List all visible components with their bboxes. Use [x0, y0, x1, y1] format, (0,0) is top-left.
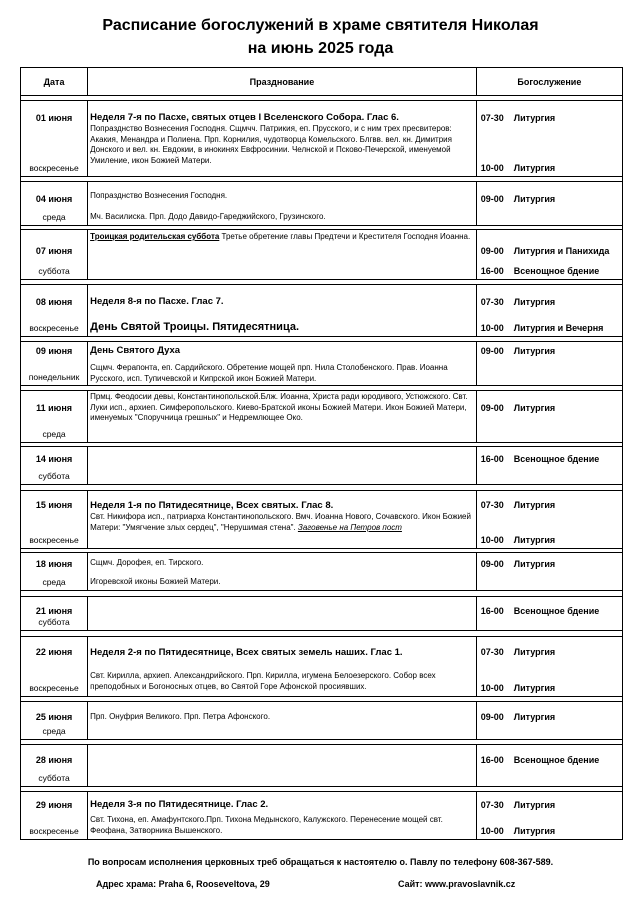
row-feast-title: Неделя 1-я по Пятидесятнице, Всех святых. Глас 8.	[90, 500, 334, 511]
service-item: 10-00 Литургия	[480, 683, 556, 693]
row-weekday: суббота	[38, 471, 70, 481]
service-item: 16-00 Всенощное бдение	[480, 454, 600, 464]
row-feast-text: Сщмч. Ферапонта, еп. Сардийского. Обретение мощей прп. Нила Столобенского. Прав. Иоанна Русского, исп. Тупичевской и Кипрской икон Божией Матери.	[90, 363, 448, 383]
service-item: 07-30 Литургия	[480, 113, 556, 123]
table-row	[21, 447, 623, 485]
row-feast-text: Попразднство Вознесения Господня.	[90, 191, 228, 200]
row-feast-title: Неделя 7-я по Пасхе, святых отцев I Вселенского Собора. Глас 6.	[90, 112, 399, 123]
fast-note-link[interactable]: Заговенье на Петров пост	[297, 522, 402, 532]
service-item: 09-00 Литургия	[480, 346, 556, 356]
row-feast-highlight: День Святой Троицы. Пятидесятница.	[90, 321, 300, 333]
table-row	[21, 391, 623, 443]
row-weekday: среда	[42, 429, 66, 439]
row-weekday: воскресенье	[29, 163, 79, 173]
service-item: 09-00 Литургия	[480, 194, 556, 204]
row-feast-title: Неделя 8-я по Пасхе. Глас 7.	[90, 296, 224, 307]
row-feast-text: Свт. Кирилла, архиеп. Александрийского. Прп. Кирилла, игумена Белоезерского. Собор всех преподобных и Богоносных отцев, во Святой Горе Афонской просиявших.	[90, 671, 436, 691]
row-date: 14 июня	[35, 454, 73, 464]
row-feast-text: Прмц. Феодосии девы, Константинопольской.Блж. Иоанна, Христа ради юродивого, Устюжского. Свт. Луки исп., архиеп. Симферопольского. Киево-Братской иконы Божией Матери. Икон Божией Матери, именуемых "Споручница грешных" и Недремлющее Око.	[90, 392, 468, 422]
header-date: Дата	[21, 68, 88, 96]
table-row	[21, 101, 623, 177]
row-date: 21 июня	[35, 606, 73, 616]
row-feast-text-2: Игоревской иконы Божией Матери.	[90, 576, 221, 586]
table-row	[21, 637, 623, 697]
service-item: 09-00 Литургия и Панихида	[480, 246, 610, 256]
footer-contact: По вопросам исполнения церковных треб обращаться к настоятелю о. Павлу по телефону 608-367-589.	[87, 857, 554, 867]
row-weekday: суббота	[38, 773, 70, 783]
row-date: 22 июня	[35, 647, 73, 657]
service-item: 10-00 Литургия	[480, 535, 556, 545]
row-date: 08 июня	[35, 297, 73, 307]
row-weekday: среда	[42, 577, 66, 587]
footer-website[interactable]: Сайт: www.pravoslavnik.cz	[398, 879, 516, 889]
row-date: 29 июня	[35, 800, 73, 810]
row-weekday: воскресенье	[29, 323, 79, 333]
row-weekday: воскресенье	[29, 826, 79, 836]
row-date: 07 июня	[35, 246, 73, 256]
row-weekday: суббота	[38, 266, 70, 276]
table-row	[21, 553, 623, 591]
row-weekday: понедельник	[28, 372, 80, 382]
row-feast-text-2: Мч. Василиска. Прп. Додо Давидо-Гареджийского, Грузинского.	[90, 211, 326, 221]
service-item: 07-30 Литургия	[480, 500, 556, 510]
table-row	[21, 285, 623, 337]
table-row	[21, 597, 623, 631]
header-feast: Празднование	[88, 68, 477, 96]
service-item: 16-00 Всенощное бдение	[480, 606, 600, 616]
service-item: 10-00 Литургия	[480, 163, 556, 173]
table-header-row	[21, 68, 623, 96]
service-item: 10-00 Литургия и Вечерня	[480, 323, 604, 333]
service-item: 16-00 Всенощное бдение	[480, 755, 600, 765]
service-item: 07-30 Литургия	[480, 647, 556, 657]
row-date: 11 июня	[36, 403, 73, 413]
footer-address: Адрес храма: Praha 6, Rooseveltova, 29	[96, 879, 270, 889]
service-item: 07-30 Литургия	[480, 800, 556, 810]
row-feast-text: Прп. Онуфрия Великого. Прп. Петра Афонского.	[90, 712, 271, 721]
table-row	[21, 342, 623, 386]
schedule-table	[20, 67, 623, 840]
row-date: 01 июня	[35, 113, 73, 123]
row-feast-text: Свт. Никифора исп., патриарха Константинопольского. Вмч. Иоанна Нового, Сочавского. Икон Божией Матери: "Умягчение злых сердец", "Нерушимая стена".	[90, 512, 471, 532]
row-date: 15 июня	[35, 500, 73, 510]
row-feast-text: Сщмч. Дорофея, еп. Тирского.	[90, 558, 204, 567]
row-feast-text: Свт. Тихона, еп. Амафунтского.Прп. Тихона Медынского, Калужского. Перенесение мощей свт. Феофана, Затворника Вышенского.	[90, 815, 443, 835]
row-weekday: воскресенье	[29, 535, 79, 545]
row-date: 25 июня	[35, 712, 73, 722]
header-service: Богослужение	[476, 68, 622, 96]
row-feast-title: Неделя 2-я по Пятидесятнице, Всех святых земель наших. Глас 1.	[90, 647, 403, 658]
row-feast-title: День Святого Духа	[90, 345, 181, 356]
table-row	[21, 702, 623, 740]
page-title: Расписание богослужений в храме святителя Николая	[102, 17, 539, 34]
table-row	[21, 182, 623, 226]
table-row	[21, 230, 623, 280]
row-weekday: суббота	[38, 617, 70, 627]
row-feast-title: Неделя 3-я по Пятидесятнице. Глас 2.	[90, 799, 269, 810]
row-weekday: среда	[42, 726, 66, 736]
row-date: 18 июня	[35, 559, 73, 569]
table-row	[21, 491, 623, 549]
table-row	[21, 792, 623, 840]
service-item: 10-00 Литургия	[480, 826, 556, 836]
row-feast-link[interactable]: Троицкая родительская суббота	[90, 232, 220, 241]
row-date: 09 июня	[35, 346, 73, 356]
service-item: 16-00 Всенощное бдение	[480, 266, 600, 276]
row-feast-text: Третье обретение главы Предтечи и Крестителя Господня Иоанна.	[219, 232, 471, 241]
service-item: 09-00 Литургия	[480, 559, 556, 569]
row-weekday: воскресенье	[29, 683, 79, 693]
service-item: 09-00 Литургия	[480, 712, 556, 722]
row-feast-text: Попразднство Вознесения Господня. Сщмчч. Патрикия, еп. Прусского, и с ним трех пресвитеров: Акакия, Менандра и Полиена. Прп. Корнилия, чудотворца Комельского. Блгвв. вел. кн. Димитрия Донского и вел. кн. Евдокии, в инокинях Евфросинии. Челнской и Псково-Печерской, именуемой Умиление, икон Божией Матери.	[90, 124, 452, 165]
service-item: 07-30 Литургия	[480, 297, 556, 307]
row-weekday: среда	[42, 212, 66, 222]
table-row	[21, 745, 623, 787]
page-subtitle: на июнь 2025 года	[247, 40, 394, 57]
row-date: 04 июня	[35, 194, 73, 204]
row-date: 28 июня	[35, 755, 73, 765]
service-item: 09-00 Литургия	[480, 403, 556, 413]
